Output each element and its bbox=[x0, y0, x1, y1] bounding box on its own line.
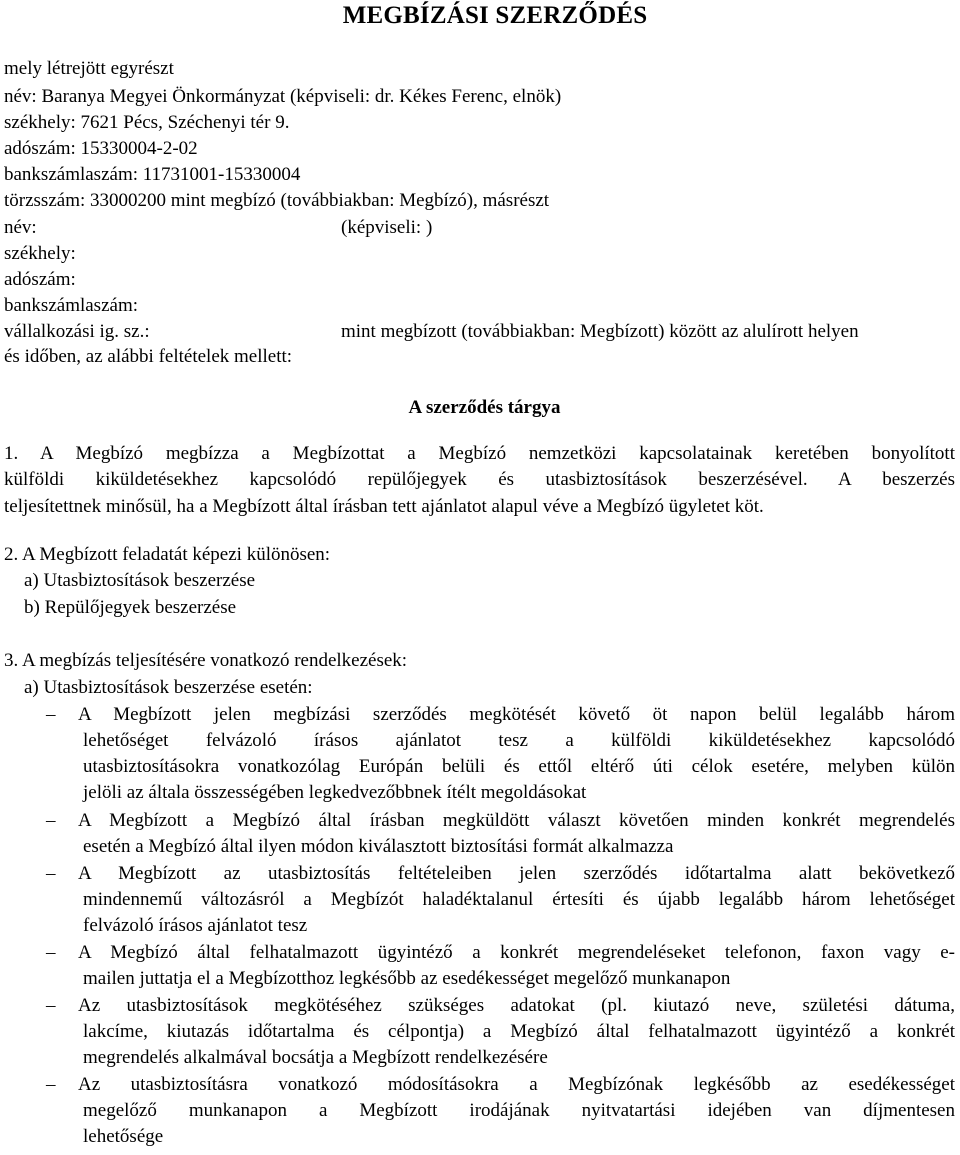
section-heading: A szerződés tárgya bbox=[408, 397, 561, 418]
party1-name: név: Baranya Megyei Önkormányzat (képviseli: dr. Kékes Ferenc, elnök) bbox=[4, 86, 562, 107]
p1-line-3: teljesítettnek minősül, ha a Megbízott által írásban tett ajánlatot alapul véve a Megbízó ügyletet köt. bbox=[4, 496, 764, 517]
party2-name-label: név: bbox=[4, 217, 37, 238]
party1-bank: bankszámlaszám: 11731001-15330004 bbox=[4, 164, 301, 185]
p2-item-b: b) Repülőjegyek beszerzése bbox=[24, 597, 237, 618]
dash-bullet: – bbox=[46, 704, 56, 725]
party2-seat: székhely: bbox=[4, 243, 76, 264]
dash-bullet: – bbox=[46, 810, 56, 831]
intro-line: mely létrejött egyrészt bbox=[4, 58, 174, 79]
party2-closing: és időben, az alábbi feltételek mellett: bbox=[4, 346, 293, 367]
p3-bullet-2-line-1: A Megbízott a Megbízó által írásban megküldött választ követően minden konkrét megrendelés bbox=[78, 810, 955, 831]
p3-bullet-6-line-2: megelőző munkanapon a Megbízott irodájának nyitvatartási idejében van díjmentesen bbox=[83, 1100, 955, 1121]
p1-line-2: külföldi kiküldetésekhez kapcsolódó repülőjegyek és utasbiztosítások beszerzésével. A beszerzés bbox=[4, 469, 955, 490]
p3-bullet-2-line-2: esetén a Megbízó által ilyen módon kiválasztott biztosítási formát alkalmazza bbox=[83, 836, 674, 857]
dash-bullet: – bbox=[46, 942, 56, 963]
p3-bullet-5-line-2: lakcíme, kiutazás időtartalma és célpontja) a Megbízó által felhatalmazott ügyintéző a konkrét bbox=[83, 1021, 955, 1042]
p3-bullet-6-line-3: lehetősége bbox=[83, 1126, 164, 1147]
p3-bullet-1-line-3: utasbiztosításokra vonatkozólag Európán belüli és ettől eltérő úti célok esetére, melyben külön bbox=[83, 756, 955, 777]
document-title: MEGBÍZÁSI SZERZŐDÉS bbox=[342, 2, 648, 29]
dash-bullet: – bbox=[46, 863, 56, 884]
p3-bullet-4-line-2: mailen juttatja el a Megbízotthoz legkésőbb az esedékességet megelőző munkanapon bbox=[83, 968, 731, 989]
p3-bullet-3-line-3: felvázoló írásos ajánlatot tesz bbox=[83, 915, 308, 936]
p3-bullet-1-line-1: A Megbízott jelen megbízási szerződés megkötését követő öt napon belül legalább három bbox=[78, 704, 955, 725]
dash-bullet: – bbox=[46, 995, 56, 1016]
p3-bullet-3-line-1: A Megbízott az utasbiztosítás feltételeiben jelen szerződés időtartalma alatt bekövetkező bbox=[78, 863, 955, 884]
p3-bullet-5-line-1: Az utasbiztosítások megkötéséhez szükséges adatokat (pl. kiutazó neve, születési dátuma, bbox=[78, 995, 955, 1016]
p2-heading: 2. A Megbízott feladatát képezi különösen: bbox=[4, 544, 331, 565]
p3-bullet-5-line-3: megrendelés alkalmával bocsátja a Megbízott rendelkezésére bbox=[83, 1047, 548, 1068]
p3-heading: 3. A megbízás teljesítésére vonatkozó rendelkezések: bbox=[4, 650, 408, 671]
p3-bullet-4-line-1: A Megbízó által felhatalmazott ügyintéző a konkrét megrendeléseket telefonon, faxon vagy e- bbox=[78, 942, 955, 963]
p1-line-1: 1. A Megbízó megbízza a Megbízottat a Megbízó nemzetközi kapcsolatainak keretében bonyolított bbox=[4, 443, 955, 464]
p3-item-a: a) Utasbiztosítások beszerzése esetén: bbox=[24, 677, 313, 698]
party2-bank: bankszámlaszám: bbox=[4, 295, 139, 316]
party2-rep: (képviseli: ) bbox=[341, 217, 433, 238]
p3-bullet-1-line-4: jelöli az általa összességében legkedvezőbbnek ítélt megoldásokat bbox=[83, 782, 587, 803]
party1-tax: adószám: 15330004-2-02 bbox=[4, 138, 198, 159]
party1-seat: székhely: 7621 Pécs, Széchenyi tér 9. bbox=[4, 112, 290, 133]
party2-tax: adószám: bbox=[4, 269, 76, 290]
p3-bullet-6-line-1: Az utasbiztosításra vonatkozó módosításokra a Megbízónak legkésőbb az esedékességet bbox=[78, 1074, 955, 1095]
party2-role: mint megbízott (továbbiakban: Megbízott) között az alulírott helyen bbox=[341, 321, 859, 342]
p3-bullet-1-line-2: lehetőséget felvázoló írásos ajánlatot tesz a külföldi kiküldetésekhez kapcsolódó bbox=[83, 730, 955, 751]
party1-reg: törzsszám: 33000200 mint megbízó (továbbiakban: Megbízó), másrészt bbox=[4, 190, 550, 211]
party2-entrepreneur: vállalkozási ig. sz.: bbox=[4, 321, 150, 342]
p2-item-a: a) Utasbiztosítások beszerzése bbox=[24, 570, 256, 591]
dash-bullet: – bbox=[46, 1074, 56, 1095]
p3-bullet-3-line-2: mindennemű változásról a Megbízót haladéktalanul értesíti és újabb legalább három lehetőséget bbox=[83, 889, 955, 910]
